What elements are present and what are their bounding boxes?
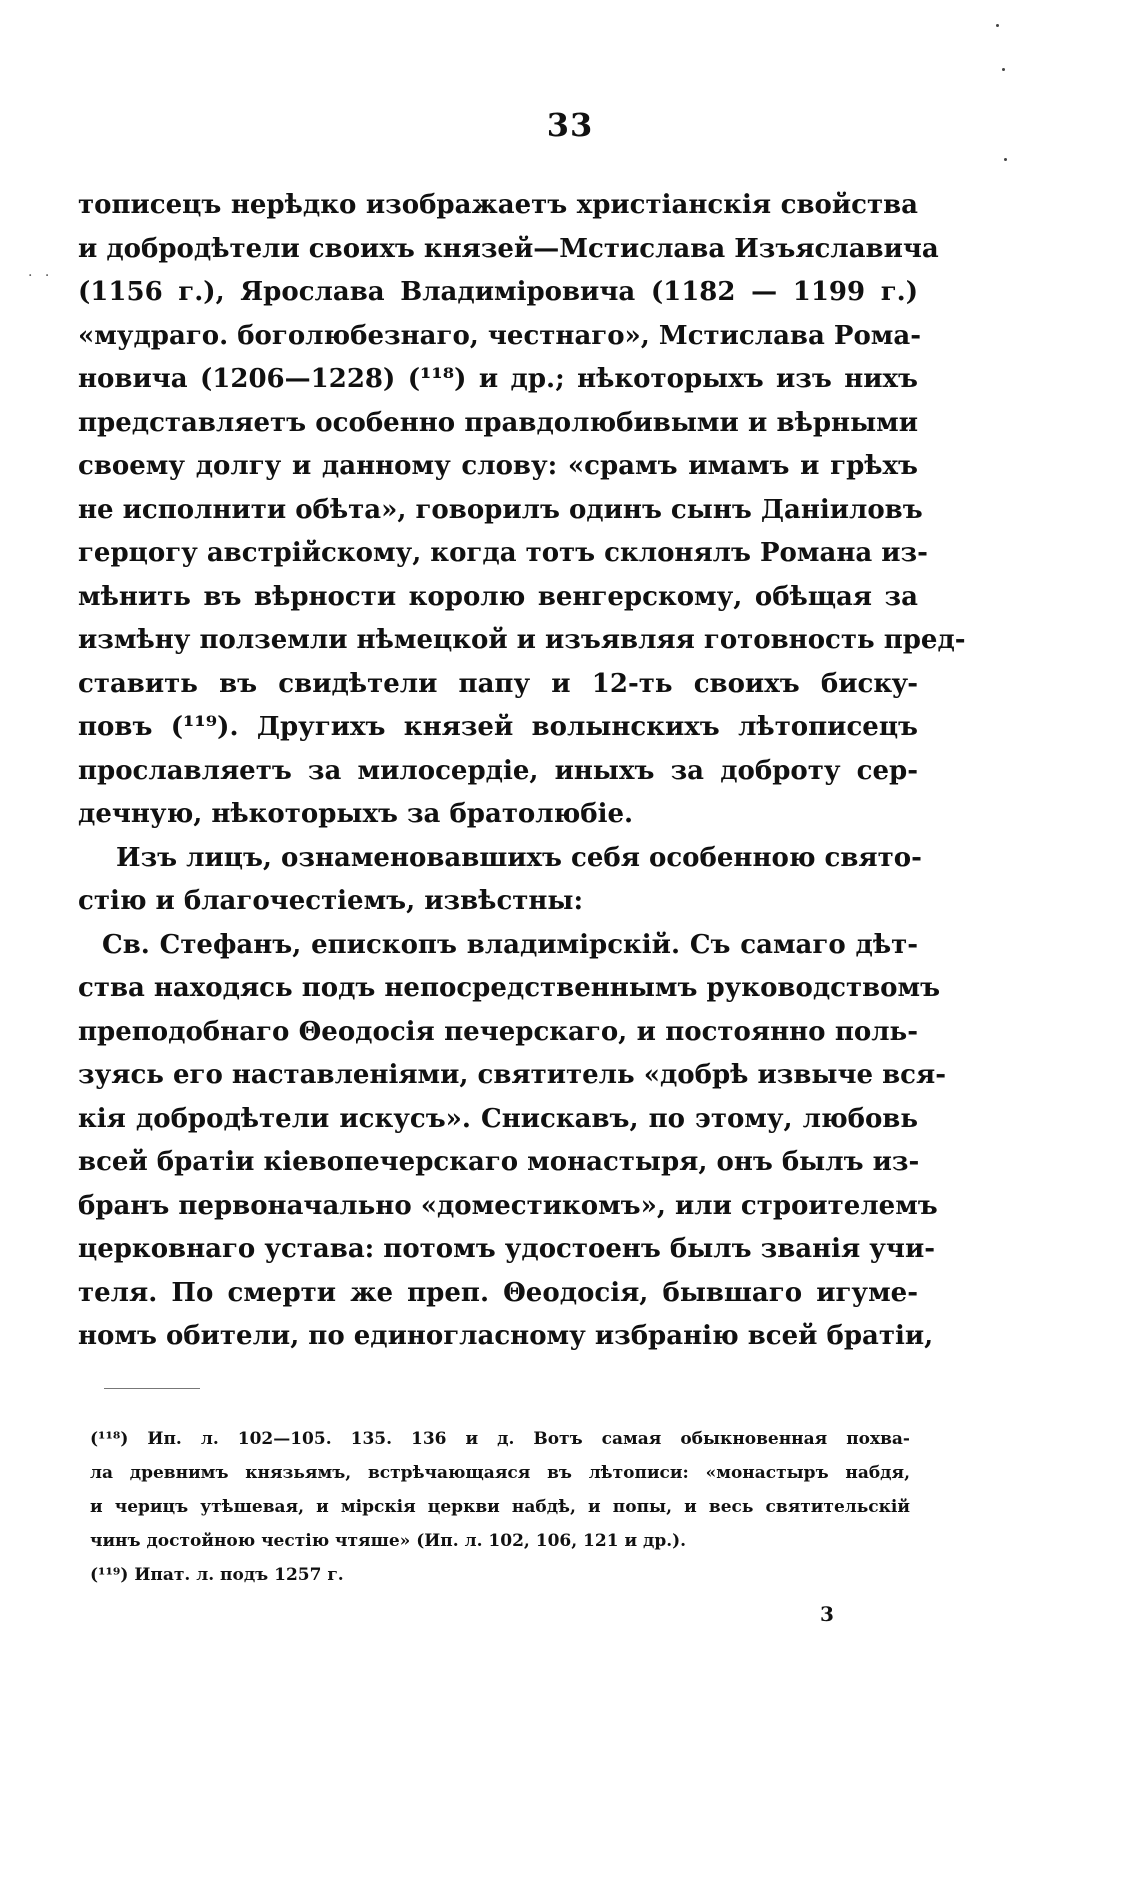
text-line: стію и благочестіемъ, извѣстны: [78,886,584,916]
margin-specks: · · [28,268,54,284]
speck-mark [996,24,999,27]
footnote-line: (¹¹⁸) Ип. л. 102—105. 135. 136 и д. Вотъ самая обыкновенная похва- [90,1429,910,1449]
paragraph-start-line: Св. Стефанъ, епископъ владимірскій. Съ самаго дѣт- [102,929,918,960]
text-line: представляетъ особенно правдолюбивыми и вѣрными [78,407,918,438]
text-line: бранъ первоначально «доместикомъ», или строителемъ [78,1190,938,1221]
text-line: кія добродѣтели искусъ». Снискавъ, по этому, любовь [78,1103,918,1134]
paragraph-start-line: Изъ лицъ, ознаменовавшихъ себя особенною свято- [116,842,922,873]
footnote-divider [104,1388,200,1389]
text-line: своему долгу и данному слову: «срамъ имамъ и грѣхъ [78,451,918,481]
text-line: церковнаго устава: потомъ удостоенъ былъ званія учи- [78,1234,936,1264]
text-line: прославляетъ за милосердіе, иныхъ за доброту сер- [78,755,918,786]
page-number: 33 [546,106,594,144]
text-line: не исполнити обѣта», говорилъ одинъ сынъ Даніиловъ [78,494,923,525]
main-text [78,184,966,1359]
footnote-line: ла древнимъ князьямъ, встрѣчающаяся въ лѣтописи: «монастыръ набдя, [90,1463,910,1483]
text-line: повъ (¹¹⁹). Другихъ князей волынскихъ лѣтописецъ [78,712,918,742]
text-line: «мудраго. боголюбезнаго, честнаго», Мстислава Рома- [78,320,922,351]
text-line: дечную, нѣкоторыхъ за братолюбіе. [78,799,634,829]
speck-mark [1002,68,1005,71]
signature-mark: 3 [820,1602,834,1626]
footnote-line: (¹¹⁹) Ипат. л. подъ 1257 г. [90,1565,344,1585]
text-line: мѣнить въ вѣрности королю венгерскому, обѣщая за [78,581,918,612]
footnote-line: и черицъ утѣшевая, и мірскія церкви набдѣ, и попы, и весь святительскій [90,1497,910,1517]
text-line: всей братіи кіевопечерскаго монастыря, онъ былъ из- [78,1147,920,1177]
footnote-line: чинъ достойною честію чтяше» (Ип. л. 102, 106, 121 и др.). [90,1531,687,1551]
text-line: (1156 г.), Ярослава Владиміровича (1182 — 1199 г.) [78,277,918,307]
footnotes [90,1422,910,1592]
text-line: новича (1206—1228) (¹¹⁸) и др.; нѣкоторыхъ изъ нихъ [78,364,918,394]
text-line: преподобнаго Θеодосія печерскаго, и постоянно поль- [78,1016,918,1047]
text-line: измѣну полземли нѣмецкой и изъявляя готовность пред- [78,625,966,655]
text-line: теля. По смерти же преп. Θеодосія, бывшаго игуме- [78,1277,918,1308]
speck-mark [1004,158,1007,161]
text-line: номъ обители, по единогласному избранію всей братіи, [78,1321,934,1351]
text-line: герцогу австрійскому, когда тотъ склонялъ Романа из- [78,538,928,568]
text-line: ставить въ свидѣтели папу и 12-ть своихъ бискy- [78,668,918,699]
text-line: зуясь его наставленіями, святитель «добрѣ извыче вся- [78,1060,947,1090]
text-line: тописецъ нерѣдко изображаетъ христіанскія свойства [78,190,918,220]
text-line: и добродѣтели своихъ князей—Мстислава Изъяславича [78,233,939,264]
text-line: ства находясь подъ непосредственнымъ руководствомъ [78,973,941,1003]
